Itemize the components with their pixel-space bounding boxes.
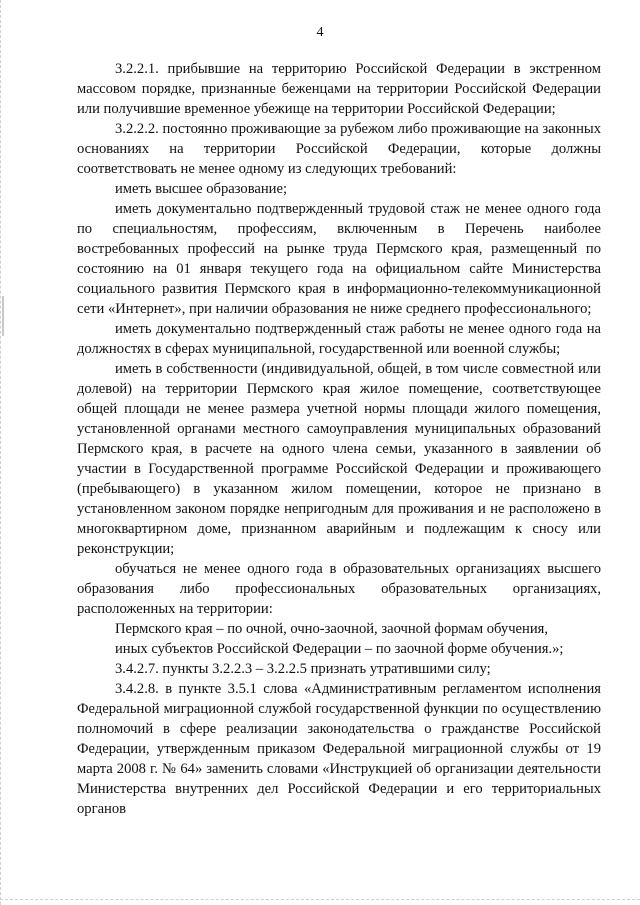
paragraph-3-2-2-1: 3.2.2.1. прибывшие на территорию Российской Федерации в экстренном массовом порядке, признанные беженцами на территории Российской Федерации или получившие временное убежище на территории Российской Федерации; [77, 61, 601, 117]
requirement-work-experience: иметь документально подтвержденный трудовой стаж не менее одного года по специальностям, профессиям, включенным в Перечень наиболее востребованных профессий на рынке труда Пермского края, размещенный по состоянию на 01 января текущего года на официальном сайте Министерства социального развития Пермского края в информационно-телекоммуникационной сети «Интернет», при наличии образования не ниже среднего профессионального; [77, 201, 601, 317]
requirement-service-experience: иметь документально подтвержденный стаж работы не менее одного года на должностях в сферах муниципальной, государственной или военной службы; [77, 321, 601, 357]
scan-edge-mark [2, 296, 4, 336]
page-number: 4 [316, 25, 324, 40]
paragraph-3-4-2-8: 3.4.2.8. в пункте 3.5.1 слова «Административным регламентом исполнения Федеральной миграционной службой государственной функции по осуществлению полномочий в сфере реализации законодательства о гражданстве Российской Федерации, утвержденным приказом Федеральной миграционной службы от 19 марта 2008 г. № 64» заменить словами «Инструкцией об организации деятельности Министерства внутренних дел Российской Федерации и его территориальных органов [77, 681, 601, 817]
requirement-study: обучаться не менее одного года в образовательных организациях высшего образования либо профессиональных образовательных организациях, расположенных на территории: [77, 561, 601, 617]
paragraph-3-4-2-7: 3.4.2.7. пункты 3.2.2.3 – 3.2.2.5 признать утратившими силу; [115, 661, 491, 677]
requirement-higher-education: иметь высшее образование; [115, 181, 288, 197]
paragraph-3-2-2-2: 3.2.2.2. постоянно проживающие за рубежом либо проживающие на законных основаниях на территории Российской Федерации, которые должны соответствовать не менее одному из следующих требований: [77, 121, 601, 177]
document-body [77, 59, 601, 819]
study-other-subjects: иных субъектов Российской Федерации – по заочной форме обучения.»; [115, 641, 564, 657]
requirement-housing: иметь в собственности (индивидуальной, общей, в том числе совместной или долевой) на территории Пермского края жилое помещение, соответствующее общей площади не менее размера учетной нормы площади жилого помещения, установленной органами местного самоуправления муниципальных образований Пермского края, в расчете на одного члена семьи, указанного в заявлении об участии в Государственной программе Российской Федерации и проживающего (пребывающего) в указанном жилом помещении, которое не признано в установленном законом порядке непригодным для проживания и не расположено в многоквартирном доме, признанном аварийным и подлежащим к сносу или реконструкции; [77, 361, 601, 557]
study-perm-krai: Пермского края – по очной, очно-заочной, заочной формам обучения, [115, 621, 549, 637]
scan-edge-bottom [0, 899, 640, 901]
scan-edge-left [0, 0, 2, 905]
